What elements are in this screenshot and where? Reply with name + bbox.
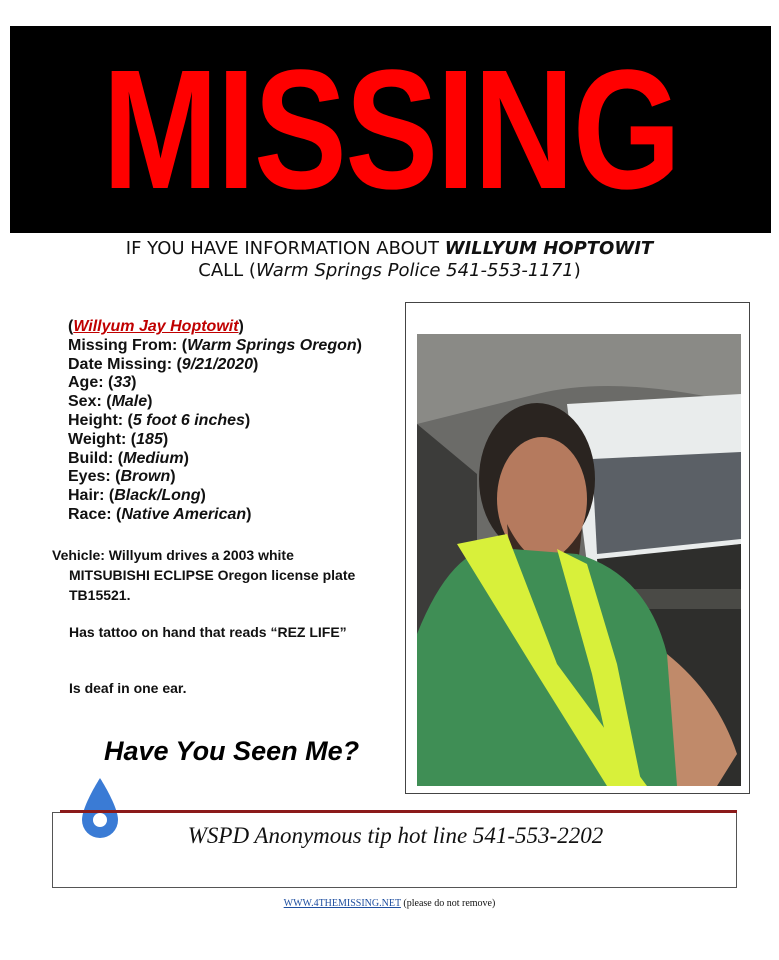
vehicle-info <box>52 545 397 605</box>
tattoo-note: Has tattoo on hand that reads “REZ LIFE” <box>69 624 347 640</box>
detail-value: 33 <box>113 374 132 392</box>
detail-row: Height: (5 foot 6 inches) <box>68 411 251 429</box>
call-prefix: CALL ( <box>198 260 256 281</box>
vehicle-line-2: MITSUBISHI ECLIPSE Oregon license plate <box>69 567 356 583</box>
call-suffix: ) <box>573 260 581 281</box>
deaf-note: Is deaf in one ear. <box>69 680 187 696</box>
detail-label: Date Missing: <box>68 355 173 373</box>
detail-row: Eyes: (Brown) <box>68 468 176 486</box>
footer-note: (please do not remove) <box>400 898 496 909</box>
missing-banner <box>10 26 771 233</box>
full-name-row: (Willyum Jay Hoptowit) <box>68 318 244 335</box>
detail-value: Medium <box>123 449 184 467</box>
banner-title: MISSING <box>101 34 680 225</box>
detail-row: Race: (Native American) <box>68 505 252 523</box>
detail-row: Date Missing: (9/21/2020) <box>68 355 259 373</box>
vehicle-line-1: Vehicle: Willyum drives a 2003 white <box>52 547 294 563</box>
detail-label: Weight: <box>68 430 127 448</box>
detail-label: Age: <box>68 374 104 392</box>
detail-value: Male <box>111 393 148 411</box>
call-contact: Warm Springs Police 541-553-1171 <box>255 260 574 281</box>
tip-line-box <box>52 812 737 888</box>
missing-person-photo <box>417 334 741 786</box>
photo-illustration <box>417 334 741 786</box>
tip-line-text: WSPD Anonymous tip hot line 541-553-2202 <box>187 823 604 848</box>
detail-label: Missing From: <box>68 336 178 354</box>
detail-row: Missing From: (Warm Springs Oregon) <box>68 336 362 354</box>
detail-fields <box>68 337 362 525</box>
detail-row: Sex: (Male) <box>68 393 153 411</box>
detail-value: 5 foot 6 inches <box>132 411 245 429</box>
vehicle-line-3: TB15521. <box>69 587 131 603</box>
info-line-2 <box>0 260 779 281</box>
detail-value: Brown <box>120 468 171 486</box>
detail-row: Hair: (Black/Long) <box>68 487 206 505</box>
detail-value: 9/21/2020 <box>181 355 253 373</box>
detail-label: Race: <box>68 505 112 523</box>
detail-value: Native American <box>121 505 247 523</box>
detail-row: Weight: (185) <box>68 430 169 448</box>
info-prefix: IF YOU HAVE INFORMATION ABOUT <box>125 238 445 259</box>
detail-value: Warm Springs Oregon <box>187 336 357 354</box>
detail-label: Sex: <box>68 393 102 411</box>
detail-row: Age: (33) <box>68 374 137 392</box>
detail-label: Hair: <box>68 487 105 505</box>
detail-label: Eyes: <box>68 468 111 486</box>
person-details <box>68 318 362 525</box>
detail-row: Build: (Medium) <box>68 449 189 467</box>
detail-value: 185 <box>136 430 163 448</box>
info-line-1 <box>0 238 779 259</box>
full-name: Willyum Jay Hoptowit <box>73 318 239 335</box>
detail-label: Build: <box>68 449 114 467</box>
footer <box>0 898 779 909</box>
info-name: WILLYUM HOPTOWIT <box>444 238 654 259</box>
website-link[interactable]: WWW.4THEMISSING.NET <box>283 898 401 909</box>
seen-heading: Have You Seen Me? <box>104 736 360 766</box>
tip-divider <box>60 810 737 813</box>
detail-value: Black/Long <box>114 487 201 505</box>
detail-label: Height: <box>68 411 124 429</box>
photo-frame <box>405 302 750 794</box>
